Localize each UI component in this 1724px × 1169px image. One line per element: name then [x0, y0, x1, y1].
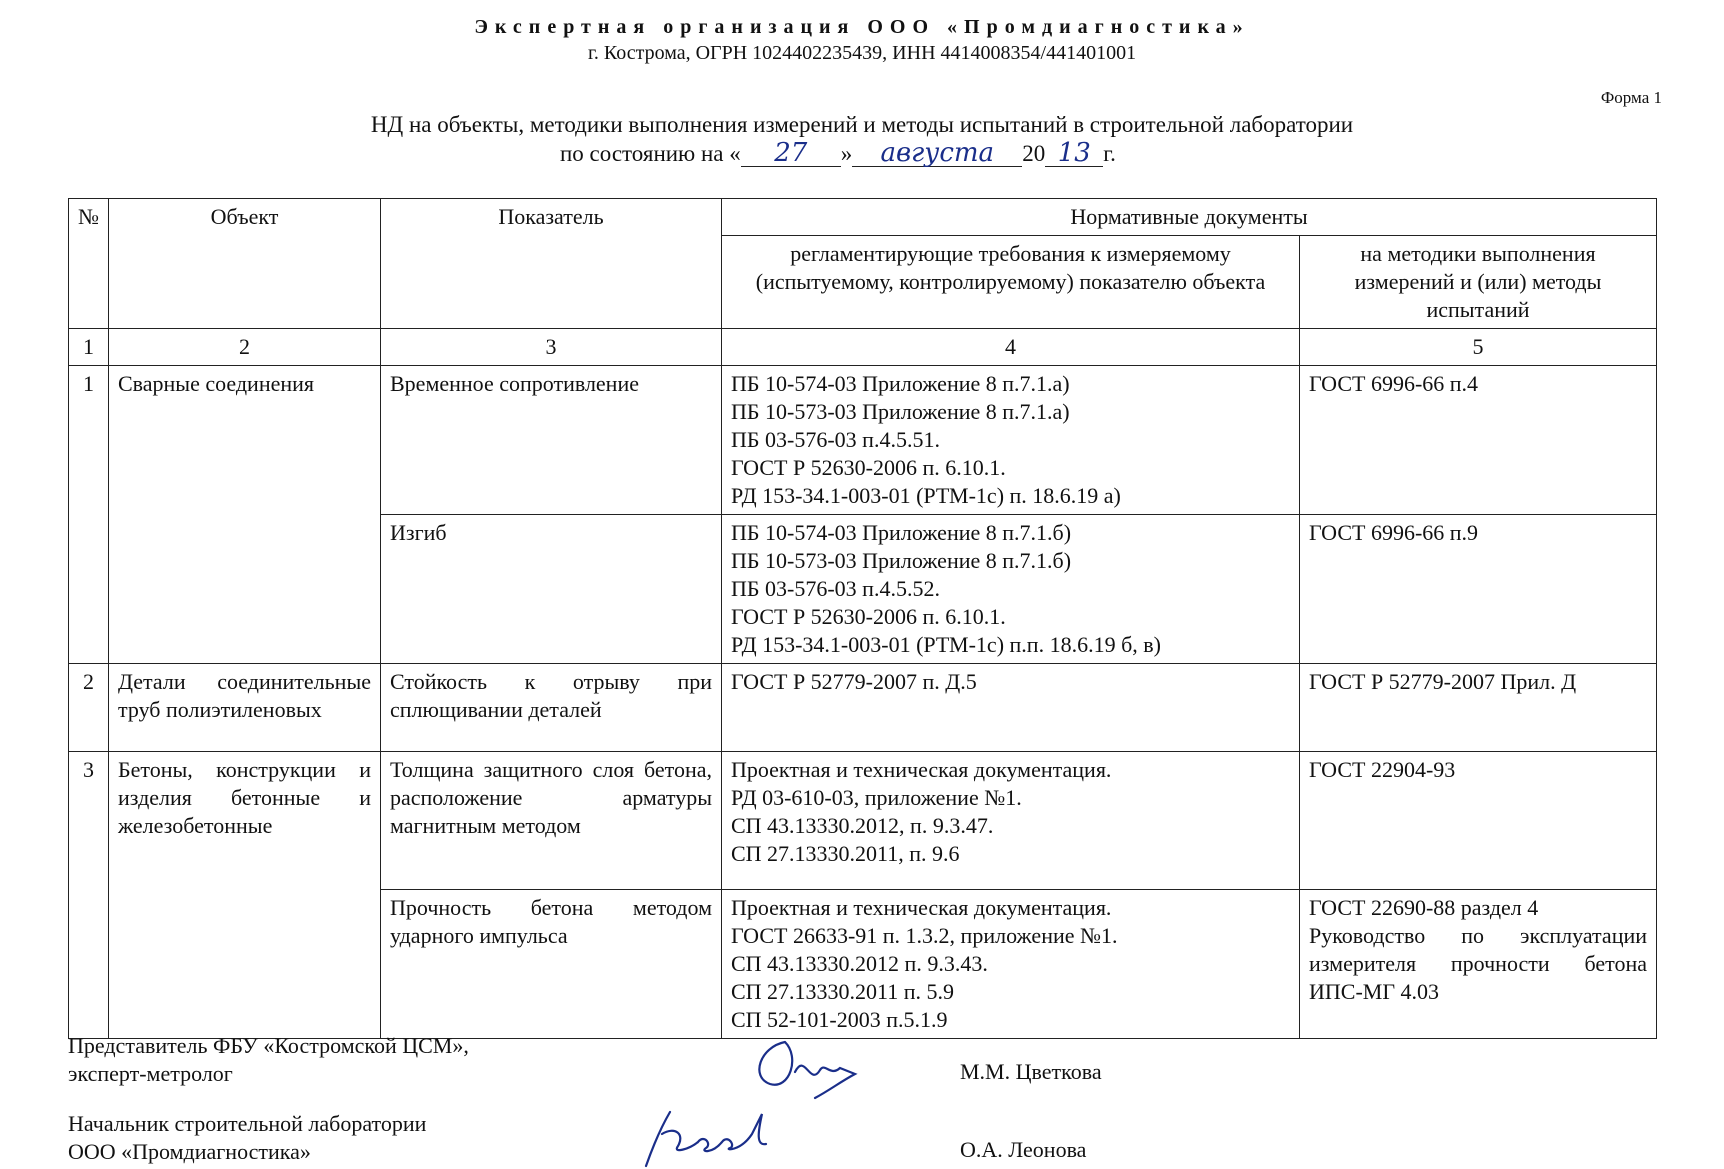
signatory-role-line: Представитель ФБУ «Костромской ЦСМ»,	[68, 1033, 469, 1058]
row-indicator: Толщина защитного слоя бетона, расположение арматуры магнитным методом	[381, 752, 722, 890]
row-methods	[1300, 664, 1657, 752]
date-month-handwritten: августа	[852, 140, 1022, 167]
table-row	[69, 366, 1657, 515]
organization-address: г. Кострома, ОГРН 1024402235439, ИНН 4414008354/441401001	[587, 42, 1137, 64]
row-requirements	[722, 366, 1300, 515]
requirement-line: РД 153-34.1-003-01 (РТМ-1с) п. 18.6.19 а)	[731, 483, 1121, 508]
column-number: 5	[1300, 329, 1657, 366]
requirement-line: СП 27.13330.2011, п. 9.6	[731, 841, 960, 866]
signatory-name: М.М. Цветкова	[960, 1059, 1102, 1084]
date-prefix: по состоянию на «	[560, 141, 741, 166]
signatory-role-line: Начальник строительной лаборатории	[68, 1111, 427, 1136]
table-row	[69, 752, 1657, 890]
requirement-line: СП 43.13330.2012 п. 9.3.43.	[731, 951, 988, 976]
form-label: Форма 1	[1600, 88, 1662, 107]
signature-handwritten-icon	[745, 1032, 875, 1104]
header-no: №	[69, 199, 109, 329]
requirement-line: СП 43.13330.2012, п. 9.3.47.	[731, 813, 994, 838]
row-object: Бетоны, конструкции и изделия бетонные и железобетонные	[109, 752, 381, 1039]
row-object: Детали соединительные труб полиэтиленовых	[109, 664, 381, 752]
row-methods	[1300, 515, 1657, 664]
method-line: ГОСТ 22690-88 раздел 4	[1309, 895, 1539, 920]
requirement-line: ПБ 10-574-03 Приложение 8 п.7.1.а)	[731, 371, 1070, 396]
date-line	[560, 140, 1116, 167]
requirement-line: Проектная и техническая документация.	[731, 757, 1112, 782]
header-object: Объект	[109, 199, 381, 329]
document-title: НД на объекты, методики выполнения измерений и методы испытаний в строительной лаборатории	[370, 112, 1354, 137]
row-requirements	[722, 664, 1300, 752]
row-indicator: Изгиб	[381, 515, 722, 664]
header-normative-docs: Нормативные документы	[722, 199, 1657, 236]
method-line: ГОСТ 22904-93	[1309, 757, 1456, 782]
requirement-line: РД 153-34.1-003-01 (РТМ-1с) п.п. 18.6.19 б, в)	[731, 632, 1161, 657]
row-indicator: Стойкость к отрыву при сплющивании деталей	[381, 664, 722, 752]
row-requirements	[722, 752, 1300, 890]
row-requirements	[722, 515, 1300, 664]
requirement-line: ГОСТ Р 52630-2006 п. 6.10.1.	[731, 455, 1006, 480]
row-indicator: Прочность бетона методом ударного импульса	[381, 890, 722, 1039]
row-indicator: Временное сопротивление	[381, 366, 722, 515]
requirement-line: ПБ 10-574-03 Приложение 8 п.7.1.б)	[731, 520, 1072, 545]
row-number: 2	[69, 664, 109, 752]
row-methods	[1300, 752, 1657, 890]
row-number: 1	[69, 366, 109, 664]
date-year-handwritten: 13	[1045, 140, 1103, 167]
header-methods: на методики выполнения измерений и (или) методы испытаний	[1300, 236, 1657, 329]
column-number: 1	[69, 329, 109, 366]
signatory-name: О.А. Леонова	[960, 1137, 1087, 1162]
requirement-line: ГОСТ 26633-91 п. 1.3.2, приложение №1.	[731, 923, 1118, 948]
signatory-role-line: ООО «Промдиагностика»	[68, 1139, 311, 1164]
row-methods	[1300, 890, 1657, 1039]
signatory-role	[68, 1110, 426, 1166]
date-year-prefix: 20	[1022, 141, 1046, 166]
requirement-line: ПБ 10-573-03 Приложение 8 п.7.1.б)	[731, 548, 1072, 573]
requirement-line: ПБ 10-573-03 Приложение 8 п.7.1.а)	[731, 399, 1070, 424]
column-number: 4	[722, 329, 1300, 366]
method-line: ГОСТ 6996-66 п.9	[1309, 520, 1479, 545]
method-line: ГОСТ Р 52779-2007 Прил. Д	[1309, 669, 1577, 694]
requirement-line: ПБ 03-576-03 п.4.5.52.	[731, 576, 940, 601]
date-day-handwritten: 27	[741, 140, 841, 167]
signature-handwritten-icon	[640, 1104, 820, 1168]
method-line: Руководство по эксплуатации измерителя прочности бетона ИПС-МГ 4.03	[1309, 923, 1648, 1004]
row-number: 3	[69, 752, 109, 1039]
table-row	[69, 664, 1657, 752]
signatory-role-line: эксперт-метролог	[68, 1061, 233, 1086]
organization-title: Экспертная организация ООО «Промдиагностика»	[474, 16, 1250, 38]
requirement-line: ГОСТ Р 52779-2007 п. Д.5	[731, 669, 977, 694]
header-indicator: Показатель	[381, 199, 722, 329]
method-line: ГОСТ 6996-66 п.4	[1309, 371, 1479, 396]
date-suffix: г.	[1103, 141, 1116, 166]
column-number: 2	[109, 329, 381, 366]
requirement-line: ПБ 03-576-03 п.4.5.51.	[731, 427, 940, 452]
row-object: Сварные соединения	[109, 366, 381, 664]
nd-table	[68, 198, 1657, 1039]
column-number: 3	[381, 329, 722, 366]
requirement-line: Проектная и техническая документация.	[731, 895, 1112, 920]
requirement-line: ГОСТ Р 52630-2006 п. 6.10.1.	[731, 604, 1006, 629]
requirement-line: СП 27.13330.2011 п. 5.9	[731, 979, 955, 1004]
header-requirements: регламентирующие требования к измеряемому (испытуемому, контролируемому) показателю объекта	[722, 236, 1300, 329]
requirement-line: РД 03-610-03, приложение №1.	[731, 785, 1022, 810]
signatory-role	[68, 1032, 469, 1088]
date-mid: »	[840, 141, 853, 166]
row-requirements	[722, 890, 1300, 1039]
requirement-line: СП 52-101-2003 п.5.1.9	[731, 1007, 948, 1032]
row-methods	[1300, 366, 1657, 515]
